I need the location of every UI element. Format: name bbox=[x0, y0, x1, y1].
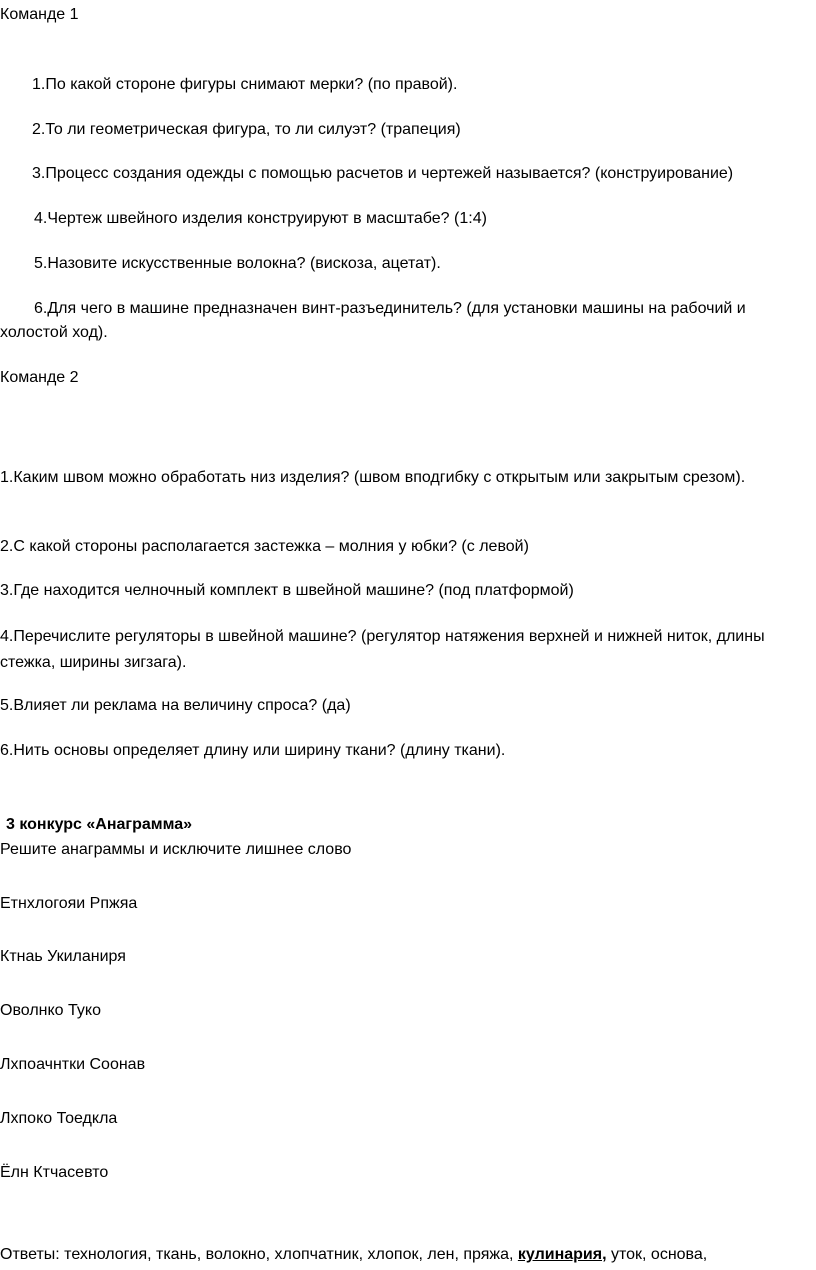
team2-question-6: 6.Нить основы определяет длину или ширину ткани? (длину ткани). bbox=[0, 742, 506, 759]
team2-question-3: 3.Где находится челночный комплект в швейной машине? (под платформой) bbox=[0, 582, 574, 599]
team1-question-2: 2.То ли геометрическая фигура, то ли силуэт? (трапеция) bbox=[32, 121, 461, 138]
team2-question-2: 2.С какой стороны располагается застежка – молния у юбки? (с левой) bbox=[0, 538, 529, 555]
anagram-item: Лхпоко Тоедкла bbox=[0, 1110, 118, 1127]
answers-line bbox=[0, 1244, 707, 1266]
team2-question-1: 1.Каким швом можно обработать низ изделия? (швом вподгибку с открытым или закрытым срезом). bbox=[0, 469, 746, 486]
team2-heading: Команде 2 bbox=[0, 369, 79, 386]
anagram-item: Лхпоачнтки Соонав bbox=[0, 1056, 146, 1073]
anagram-item: Ёлн Ктчасевто bbox=[0, 1164, 109, 1181]
anagram-item: Етнхлогояи Рпжяа bbox=[0, 895, 138, 912]
contest3-title: 3 конкурс «Анаграмма» bbox=[6, 816, 192, 833]
anagram-item: Оволнко Туко bbox=[0, 1002, 101, 1019]
answers-prefix: Ответы: технология, ткань, волокно, хлопчатник, хлопок, лен, пряжа, bbox=[0, 1246, 518, 1263]
team1-question-3: 3.Процесс создания одежды с помощью расчетов и чертежей называется? (конструирование) bbox=[32, 165, 734, 182]
answers-odd-word: кулинария, bbox=[517, 1246, 607, 1263]
team1-question-1: 1.По какой стороне фигуры снимают мерки? (по правой). bbox=[32, 76, 458, 93]
team1-question-4: 4.Чертеж швейного изделия конструируют в масштабе? (1:4) bbox=[34, 210, 487, 227]
team1-question-6: 6.Для чего в машине предназначен винт-разъединитель? (для установки машины на рабочий и холостой ход). bbox=[0, 300, 746, 341]
anagram-item: Ктнаь Укиланиря bbox=[0, 948, 126, 965]
team1-question-5: 5.Назовите искусственные волокна? (вискоза, ацетат). bbox=[34, 255, 441, 272]
team2-question-5: 5.Влияет ли реклама на величину спроса? (да) bbox=[0, 697, 351, 714]
team2-question-4: 4.Перечислите регуляторы в швейной машине? (регулятор натяжения верхней и нижней ниток, длины стежка, ширины зигзага). bbox=[0, 628, 765, 671]
contest3-instruction: Решите анаграммы и исключите лишнее слово bbox=[0, 841, 352, 858]
team1-heading: Команде 1 bbox=[0, 6, 79, 23]
answers-suffix: уток, основа, bbox=[606, 1246, 708, 1263]
